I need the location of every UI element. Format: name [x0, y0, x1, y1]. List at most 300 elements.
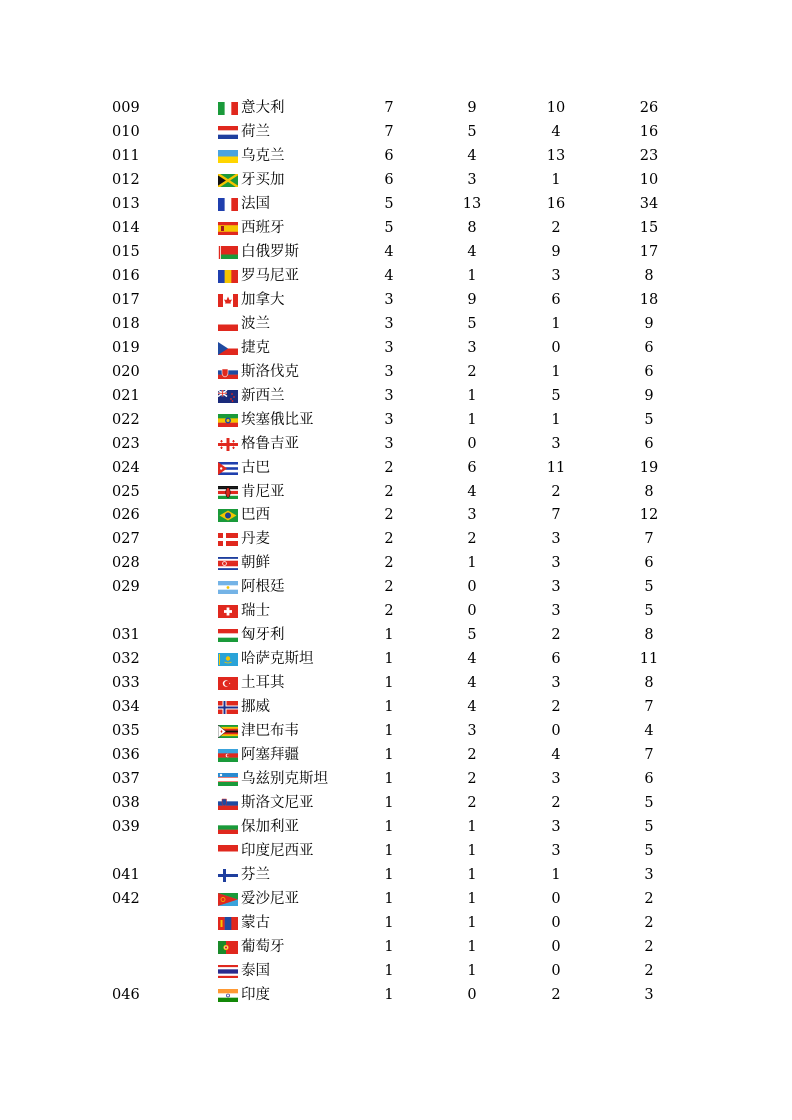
silver-count: 9: [467, 100, 477, 116]
silver-count: 1: [467, 938, 477, 955]
switzerland-flag-icon: [218, 605, 238, 618]
bronze-count: 0: [551, 914, 561, 931]
total-count: 8: [644, 627, 654, 644]
total-count: 7: [644, 699, 654, 716]
rank-cell: 029: [112, 579, 140, 596]
country-name: 朝鲜: [241, 555, 270, 572]
total-count: 6: [644, 435, 654, 452]
turkey-flag-icon: [218, 677, 238, 690]
silver-count: 5: [467, 315, 477, 332]
total-count: 2: [644, 890, 654, 907]
silver-count: 3: [467, 171, 477, 188]
bronze-count: 9: [551, 243, 561, 260]
table-row: [0, 767, 792, 791]
gold-count: 3: [384, 411, 394, 428]
table-row: [0, 384, 792, 408]
silver-count: 1: [467, 555, 477, 572]
rank-cell: 036: [112, 747, 140, 764]
total-count: 3: [644, 986, 654, 1003]
total-count: 12: [639, 507, 659, 524]
country-name: 津巴布韦: [241, 723, 299, 740]
gold-count: 3: [384, 387, 394, 404]
table-row: [0, 695, 792, 719]
country-name: 法国: [241, 195, 270, 212]
total-count: 5: [644, 579, 654, 596]
total-count: 10: [639, 171, 659, 188]
table-row: [0, 719, 792, 743]
total-count: 11: [639, 651, 659, 668]
rank-cell: 015: [112, 243, 140, 260]
table-row: [0, 671, 792, 695]
italy-flag-icon: [218, 102, 238, 115]
silver-count: 0: [467, 579, 477, 596]
total-count: 17: [639, 243, 659, 260]
thailand-flag-icon: [218, 965, 238, 978]
table-row: [0, 360, 792, 384]
country-name: 意大利: [241, 100, 285, 116]
bronze-count: 1: [551, 411, 561, 428]
country-name: 斯洛伐克: [241, 363, 299, 380]
country-name: 泰国: [241, 962, 270, 979]
total-count: 8: [644, 675, 654, 692]
total-count: 5: [644, 819, 654, 836]
silver-count: 1: [467, 267, 477, 284]
gold-count: 3: [384, 363, 394, 380]
table-row: [0, 911, 792, 935]
rank-cell: 010: [112, 123, 140, 140]
country-name: 古巴: [241, 459, 270, 476]
bronze-count: 0: [551, 962, 561, 979]
gold-count: 7: [384, 100, 394, 116]
uzbekistan-flag-icon: [218, 773, 238, 786]
rank-cell: 033: [112, 675, 140, 692]
country-name: 保加利亚: [241, 819, 299, 836]
total-count: 5: [644, 603, 654, 620]
rank-cell: 016: [112, 267, 140, 284]
total-count: 6: [644, 339, 654, 356]
total-count: 26: [639, 100, 659, 116]
total-count: 2: [644, 938, 654, 955]
rank-cell: 039: [112, 819, 140, 836]
total-count: 15: [639, 219, 659, 236]
total-count: 5: [644, 795, 654, 812]
silver-count: 2: [467, 771, 477, 788]
country-name: 哈萨克斯坦: [241, 651, 314, 668]
bronze-count: 6: [551, 291, 561, 308]
netherlands-flag-icon: [218, 126, 238, 139]
gold-count: 1: [384, 723, 394, 740]
rank-cell: 025: [112, 483, 140, 500]
bronze-count: 11: [546, 459, 566, 476]
table-row: [0, 456, 792, 480]
country-name: 荷兰: [241, 123, 270, 140]
gold-count: 2: [384, 603, 394, 620]
gold-count: 1: [384, 627, 394, 644]
bronze-count: 3: [551, 675, 561, 692]
table-row: [0, 144, 792, 168]
country-name: 新西兰: [241, 387, 285, 404]
country-name: 格鲁吉亚: [241, 435, 299, 452]
silver-count: 2: [467, 363, 477, 380]
rank-cell: 037: [112, 771, 140, 788]
georgia-flag-icon: [218, 438, 238, 451]
total-count: 6: [644, 555, 654, 572]
silver-count: 4: [467, 699, 477, 716]
zimbabwe-flag-icon: [218, 725, 238, 738]
bronze-count: 3: [551, 819, 561, 836]
bronze-count: 2: [551, 219, 561, 236]
gold-count: 6: [384, 147, 394, 164]
rank-cell: 012: [112, 171, 140, 188]
country-name: 波兰: [241, 315, 270, 332]
bronze-count: 4: [551, 747, 561, 764]
table-row: [0, 527, 792, 551]
portugal-flag-icon: [218, 941, 238, 954]
bronze-count: 3: [551, 267, 561, 284]
silver-count: 9: [467, 291, 477, 308]
gold-count: 2: [384, 579, 394, 596]
table-row: [0, 815, 792, 839]
gold-count: 2: [384, 555, 394, 572]
bronze-count: 0: [551, 938, 561, 955]
kenya-flag-icon: [218, 486, 238, 499]
total-count: 4: [644, 723, 654, 740]
silver-count: 1: [467, 819, 477, 836]
silver-count: 6: [467, 459, 477, 476]
bronze-count: 1: [551, 171, 561, 188]
bronze-count: 3: [551, 771, 561, 788]
ukraine-flag-icon: [218, 150, 238, 163]
total-count: 34: [639, 195, 659, 212]
rank-cell: 042: [112, 890, 140, 907]
eritrea-flag-icon: [218, 893, 238, 906]
bronze-count: 10: [546, 100, 566, 116]
silver-count: 4: [467, 243, 477, 260]
medal-table: [0, 96, 792, 1007]
silver-count: 1: [467, 890, 477, 907]
gold-count: 1: [384, 914, 394, 931]
gold-count: 1: [384, 795, 394, 812]
total-count: 7: [644, 747, 654, 764]
north-korea-flag-icon: [218, 557, 238, 570]
rank-cell: 024: [112, 459, 140, 476]
country-name: 土耳其: [241, 675, 285, 692]
gold-count: 3: [384, 291, 394, 308]
table-row: [0, 312, 792, 336]
total-count: 2: [644, 914, 654, 931]
indonesia-flag-icon: [218, 845, 238, 858]
country-name: 巴西: [241, 507, 270, 524]
table-row: [0, 935, 792, 959]
rank-cell: 011: [112, 147, 140, 164]
silver-count: 13: [462, 195, 482, 212]
total-count: 6: [644, 771, 654, 788]
norway-flag-icon: [218, 701, 238, 714]
silver-count: 4: [467, 147, 477, 164]
gold-count: 1: [384, 938, 394, 955]
total-count: 3: [644, 867, 654, 883]
bronze-count: 0: [551, 339, 561, 356]
gold-count: 1: [384, 819, 394, 836]
silver-count: 5: [467, 627, 477, 644]
ethiopia-flag-icon: [218, 414, 238, 427]
rank-cell: 026: [112, 507, 140, 524]
rank-cell: 022: [112, 411, 140, 428]
total-count: 18: [639, 291, 659, 308]
country-name: 乌克兰: [241, 147, 285, 164]
bronze-count: 2: [551, 483, 561, 500]
country-name: 肯尼亚: [241, 483, 285, 500]
table-row: [0, 959, 792, 983]
total-count: 16: [639, 123, 659, 140]
bronze-count: 2: [551, 699, 561, 716]
bronze-count: 3: [551, 603, 561, 620]
table-row: [0, 240, 792, 264]
bronze-count: 3: [551, 579, 561, 596]
table-row: [0, 791, 792, 815]
country-name: 白俄罗斯: [241, 243, 299, 260]
table-row: [0, 432, 792, 456]
silver-count: 1: [467, 843, 477, 860]
bronze-count: 0: [551, 890, 561, 907]
country-name: 挪威: [241, 699, 270, 716]
silver-count: 3: [467, 339, 477, 356]
silver-count: 4: [467, 651, 477, 668]
silver-count: 1: [467, 962, 477, 979]
country-name: 芬兰: [241, 867, 270, 883]
bronze-count: 0: [551, 723, 561, 740]
gold-count: 1: [384, 651, 394, 668]
rank-cell: 020: [112, 363, 140, 380]
country-name: 斯洛文尼亚: [241, 795, 314, 812]
table-row: [0, 288, 792, 312]
silver-count: 0: [467, 435, 477, 452]
rank-cell: 035: [112, 723, 140, 740]
romania-flag-icon: [218, 270, 238, 283]
silver-count: 0: [467, 603, 477, 620]
total-count: 2: [644, 962, 654, 979]
silver-count: 5: [467, 123, 477, 140]
slovenia-flag-icon: [218, 797, 238, 810]
rank-cell: 027: [112, 531, 140, 548]
silver-count: 1: [467, 914, 477, 931]
country-name: 瑞士: [241, 603, 270, 620]
gold-count: 5: [384, 219, 394, 236]
rank-cell: 031: [112, 627, 140, 644]
table-row: [0, 192, 792, 216]
table-row: [0, 503, 792, 527]
gold-count: 2: [384, 459, 394, 476]
silver-count: 3: [467, 723, 477, 740]
rank-cell: 041: [112, 867, 140, 883]
bronze-count: 7: [551, 507, 561, 524]
belarus-flag-icon: [218, 246, 238, 259]
table-row: [0, 623, 792, 647]
silver-count: 2: [467, 795, 477, 812]
rank-cell: 034: [112, 699, 140, 716]
bronze-count: 2: [551, 986, 561, 1003]
gold-count: 2: [384, 507, 394, 524]
silver-count: 8: [467, 219, 477, 236]
spain-flag-icon: [218, 222, 238, 235]
country-name: 阿塞拜疆: [241, 747, 299, 764]
table-row: [0, 599, 792, 623]
gold-count: 1: [384, 962, 394, 979]
canada-flag-icon: [218, 294, 238, 307]
gold-count: 3: [384, 435, 394, 452]
gold-count: 1: [384, 986, 394, 1003]
bronze-count: 3: [551, 843, 561, 860]
total-count: 8: [644, 267, 654, 284]
bronze-count: 4: [551, 123, 561, 140]
bronze-count: 3: [551, 555, 561, 572]
jamaica-flag-icon: [218, 174, 238, 187]
bronze-count: 13: [546, 147, 566, 164]
bronze-count: 2: [551, 795, 561, 812]
bronze-count: 3: [551, 531, 561, 548]
country-name: 葡萄牙: [241, 938, 285, 955]
table-row: [0, 743, 792, 767]
mongolia-flag-icon: [218, 917, 238, 930]
bronze-count: 3: [551, 435, 561, 452]
country-name: 埃塞俄比亚: [241, 411, 314, 428]
country-name: 蒙古: [241, 914, 270, 931]
table-row: [0, 120, 792, 144]
new-zealand-flag-icon: [218, 390, 238, 403]
silver-count: 2: [467, 747, 477, 764]
gold-count: 3: [384, 339, 394, 356]
table-row: [0, 96, 792, 120]
silver-count: 4: [467, 675, 477, 692]
rank-cell: 013: [112, 195, 140, 212]
gold-count: 1: [384, 867, 394, 883]
rank-cell: 018: [112, 315, 140, 332]
table-row: [0, 839, 792, 863]
country-name: 乌兹别克斯坦: [241, 771, 328, 788]
argentina-flag-icon: [218, 581, 238, 594]
total-count: 5: [644, 411, 654, 428]
denmark-flag-icon: [218, 533, 238, 546]
gold-count: 6: [384, 171, 394, 188]
table-row: [0, 551, 792, 575]
finland-flag-icon: [218, 869, 238, 882]
silver-count: 1: [467, 867, 477, 883]
bulgaria-flag-icon: [218, 821, 238, 834]
rank-cell: 019: [112, 339, 140, 356]
gold-count: 3: [384, 315, 394, 332]
bronze-count: 2: [551, 627, 561, 644]
azerbaijan-flag-icon: [218, 749, 238, 762]
bronze-count: 5: [551, 387, 561, 404]
cuba-flag-icon: [218, 462, 238, 475]
total-count: 19: [639, 459, 659, 476]
country-name: 爱沙尼亚: [241, 890, 299, 907]
hungary-flag-icon: [218, 629, 238, 642]
gold-count: 7: [384, 123, 394, 140]
gold-count: 1: [384, 675, 394, 692]
france-flag-icon: [218, 198, 238, 211]
gold-count: 1: [384, 771, 394, 788]
table-row: [0, 264, 792, 288]
gold-count: 1: [384, 699, 394, 716]
gold-count: 5: [384, 195, 394, 212]
rank-cell: 014: [112, 219, 140, 236]
india-flag-icon: [218, 989, 238, 1002]
gold-count: 1: [384, 747, 394, 764]
country-name: 丹麦: [241, 531, 270, 548]
table-row: [0, 216, 792, 240]
table-row: [0, 168, 792, 192]
gold-count: 2: [384, 483, 394, 500]
gold-count: 4: [384, 243, 394, 260]
total-count: 8: [644, 483, 654, 500]
kazakhstan-flag-icon: [218, 653, 238, 666]
total-count: 9: [644, 387, 654, 404]
bronze-count: 1: [551, 867, 561, 883]
table-row: [0, 575, 792, 599]
bronze-count: 16: [546, 195, 566, 212]
country-name: 印度尼西亚: [241, 843, 314, 860]
gold-count: 1: [384, 890, 394, 907]
country-name: 印度: [241, 986, 270, 1003]
poland-flag-icon: [218, 318, 238, 331]
total-count: 7: [644, 531, 654, 548]
total-count: 5: [644, 843, 654, 860]
silver-count: 0: [467, 986, 477, 1003]
country-name: 罗马尼亚: [241, 267, 299, 284]
gold-count: 2: [384, 531, 394, 548]
table-row: [0, 647, 792, 671]
silver-count: 1: [467, 411, 477, 428]
rank-cell: 023: [112, 435, 140, 452]
table-row: [0, 863, 792, 887]
country-name: 牙买加: [241, 171, 285, 188]
country-name: 匈牙利: [241, 627, 285, 644]
rank-cell: 046: [112, 986, 140, 1003]
total-count: 9: [644, 315, 654, 332]
slovakia-flag-icon: [218, 366, 238, 379]
total-count: 23: [639, 147, 659, 164]
silver-count: 2: [467, 531, 477, 548]
country-name: 阿根廷: [241, 579, 285, 596]
rank-cell: 038: [112, 795, 140, 812]
gold-count: 1: [384, 843, 394, 860]
rank-cell: 021: [112, 387, 140, 404]
rank-cell: 017: [112, 291, 140, 308]
table-row: [0, 887, 792, 911]
rank-cell: 032: [112, 651, 140, 668]
table-row: [0, 983, 792, 1007]
table-row: [0, 408, 792, 432]
czech-flag-icon: [218, 342, 238, 355]
silver-count: 3: [467, 507, 477, 524]
bronze-count: 6: [551, 651, 561, 668]
country-name: 加拿大: [241, 291, 285, 308]
silver-count: 1: [467, 387, 477, 404]
total-count: 6: [644, 363, 654, 380]
country-name: 西班牙: [241, 219, 285, 236]
rank-cell: 009: [112, 100, 140, 116]
table-row: [0, 336, 792, 360]
brazil-flag-icon: [218, 509, 238, 522]
rank-cell: 028: [112, 555, 140, 572]
country-name: 捷克: [241, 339, 270, 356]
table-row: [0, 480, 792, 504]
bronze-count: 1: [551, 315, 561, 332]
silver-count: 4: [467, 483, 477, 500]
gold-count: 4: [384, 267, 394, 284]
bronze-count: 1: [551, 363, 561, 380]
